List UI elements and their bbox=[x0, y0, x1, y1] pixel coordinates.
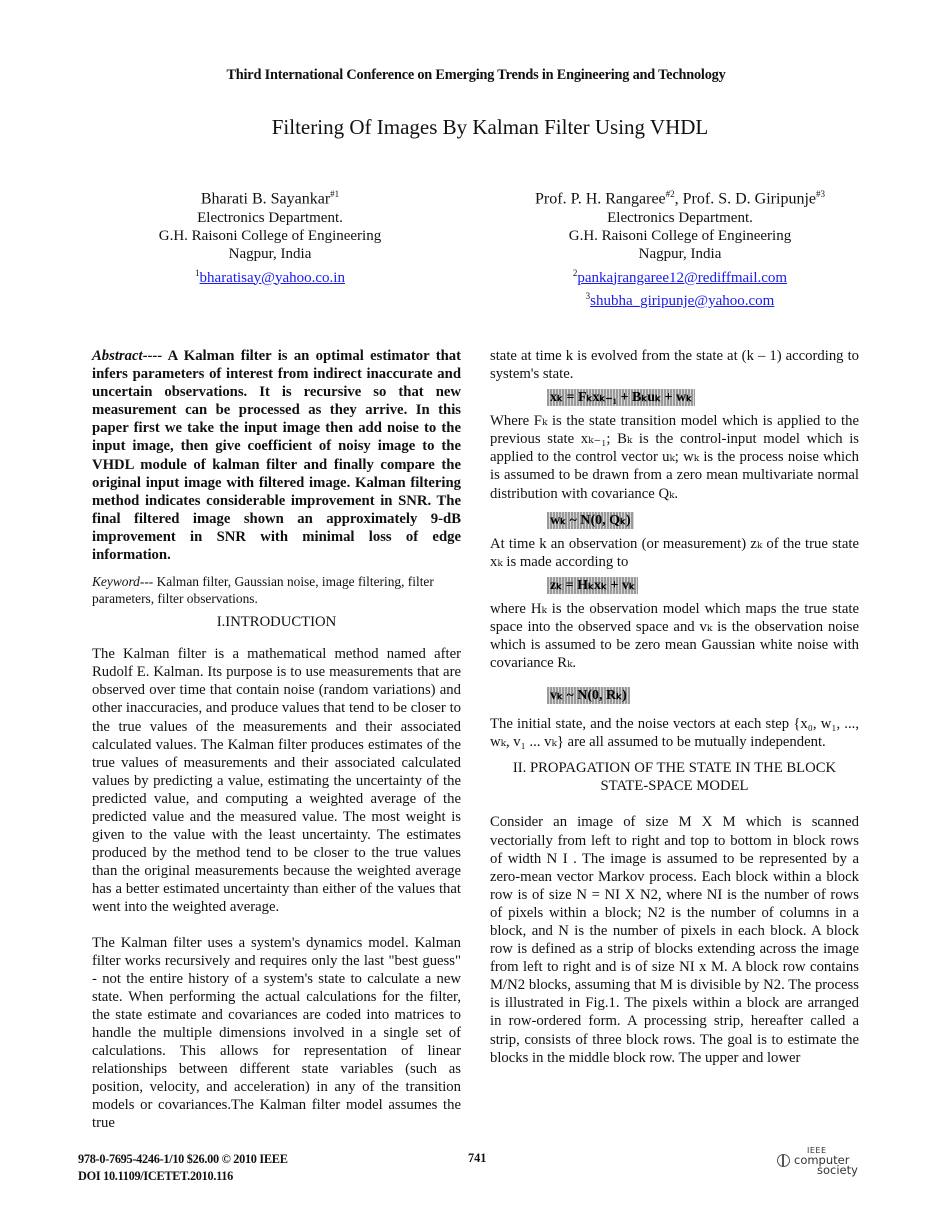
page-number: 741 bbox=[468, 1151, 487, 1165]
left-column bbox=[92, 347, 461, 1133]
equation-observation-noise: vₖ ~ N(0, Rₖ) bbox=[547, 687, 630, 704]
author-email: $^1$bharatisay@yahoo.co.in bbox=[195, 267, 345, 286]
email-link[interactable]: bharatisay@yahoo.co.in bbox=[199, 269, 345, 286]
right-paragraph-4: where Hₖ is the observation model which maps the true state space into the observed space and vₖ is the observation noise which is assumed to be zero mean Gaussian white noise with covariance Rₖ. bbox=[490, 600, 859, 672]
abstract-text: A Kalman filter is an optimal estimator that infers parameters of interest from indirect inaccurate and uncertain observations. It is recursive so that new measurement can be processed as they arrive. In this paper first we take the input image then add noise to the input image, then give coefficient of noisy image to the VHDL module of kalman filter and finally compare the original input image with filtered image. Kalman filtering method indicates considerable improvement in SNR. The final filtered image shown an approximately 9-dB improvement in SNR with minimal loss of edge information. bbox=[92, 348, 461, 564]
intro-paragraph-1: The Kalman filter is a mathematical method named after Rudolf E. Kalman. Its purpose is to use measurements that are observed over time that contain noise (random variations) and other inaccuracies, and produce values that tend to be closer to the true values of the measurements and their associated calculated values. The Kalman filter produces estimates of the true values of measurements and their associated calculated values by predicting a value, estimating the uncertainty of the predicted value, and computing a weighted average of the predicted value and the measured value. The most weight is given to the value with the least uncertainty. The estimates produced by the method tend to be closer to the true values than the original measurements because the weighted average has a better estimated uncertainty than either of the values that went into the weighted average. bbox=[92, 646, 461, 916]
author-name: Bharati B. Sayankar$^{\#1}$ bbox=[200, 189, 340, 208]
ieee-computer-society-logo: IEEE computer society bbox=[777, 1146, 877, 1178]
equation-observation: zₖ = Hₖxₖ + vₖ bbox=[547, 577, 638, 594]
email-link[interactable]: shubha_giripunje@yahoo.com bbox=[590, 292, 775, 309]
right-column bbox=[490, 347, 859, 1067]
isbn-line: 978-0-7695-4246-1/10 $26.00 © 2010 IEEE bbox=[78, 1152, 288, 1166]
author-location: Nagpur, India bbox=[228, 246, 312, 263]
intro-paragraph-2: The Kalman filter uses a system's dynamics model. Kalman filter works recursively and requires only the last "best guess" - not the entire history of a system's state to calculate a new state. When performing the actual calculations for the filter, the state estimate and covariances are coded into matrices to handle the multiple dimensions involved in a single set of calculations. This allows for representation of linear relationships between different state variables (such as position, velocity, and acceleration) in any of the transition models or covariances.The Kalman filter model assumes the true bbox=[92, 934, 461, 1132]
author-email: $^2$pankajrangaree12@rediffmail.com bbox=[572, 267, 788, 286]
conference-header: Third International Conference on Emerging Trends in Engineering and Technology bbox=[226, 67, 726, 83]
abstract: Abstract---- A Kalman filter is an optimal estimator that infers parameters of interest from indirect inaccurate and uncertain observations. It is recursive so that new measurement can be processed as they arrive. In this paper first we take the input image then add noise to the input image, then give coefficient of noisy image to the VHDL module of kalman filter and finally compare the original input image with filtered image. Kalman filtering method indicates considerable improvement in SNR. The final filtered image shown an approximately 9-dB improvement in SNR with minimal loss of edge information. bbox=[92, 348, 461, 564]
author-dept: Electronics Department. bbox=[607, 209, 753, 226]
section-heading-introduction: I.INTRODUCTION bbox=[216, 614, 337, 631]
author-dept: Electronics Department. bbox=[197, 209, 343, 226]
paper-title: Filtering Of Images By Kalman Filter Using VHDL bbox=[271, 115, 709, 139]
equation-state-model: xₖ = Fₖxₖ₋₁ + Bₖuₖ + wₖ bbox=[547, 389, 695, 406]
author-block-1 bbox=[120, 185, 420, 287]
author-names: Prof. P. H. Rangaree$^{\#2}$, Prof. S. D. Giripunje$^{\#3}$ bbox=[535, 189, 825, 208]
keywords: Keyword--- Kalman filter, Gaussian noise, image filtering, filter parameters, filter observations. bbox=[92, 574, 434, 606]
equation-process-noise: wₖ ~ N(0, Qₖ) bbox=[547, 512, 634, 529]
author-email: $^3$shubha_giripunje@yahoo.com bbox=[585, 290, 775, 309]
right-paragraph-2: Where Fₖ is the state transition model which is applied to the previous state xₖ₋₁; Bₖ is the control-input model which is applied to the control vector uₖ; wₖ is the process noise which is assumed to be drawn from a zero mean multivariate normal distribution with covariance Qₖ. bbox=[490, 413, 859, 502]
author-block-2 bbox=[500, 185, 860, 310]
doi-line: DOI 10.1109/ICETET.2010.116 bbox=[78, 1168, 233, 1183]
author-college: G.H. Raisoni College of Engineering bbox=[568, 227, 792, 244]
author-location: Nagpur, India bbox=[638, 246, 722, 263]
right-paragraph-3: At time k an observation (or measurement) zₖ of the true state xₖ is made according to bbox=[490, 535, 859, 570]
right-paragraph-1: state at time k is evolved from the state at (k – 1) according to system's state. bbox=[490, 348, 859, 383]
globe-icon bbox=[777, 1154, 790, 1167]
footer-citation bbox=[78, 1151, 288, 1184]
section-heading-propagation: II. PROPAGATION OF THE STATE IN THE BLOCK STATE-SPACE MODEL bbox=[512, 760, 837, 795]
right-paragraph-5: The initial state, and the noise vectors at each step {x₀, w₁, ..., wₖ, v₁ ... vₖ} are all assumed to be mutually independent. bbox=[490, 716, 859, 751]
email-link[interactable]: pankajrangaree12@rediffmail.com bbox=[577, 269, 788, 286]
section2-paragraph-1: Consider an image of size M X M which is scanned vectorially from left to right and top to bottom in block rows of width N I . The image is assumed to be represented by a zero-mean vector Markov process. Each block within a block row is of size N = NI X N2, where NI is the number of rows of pixels within a block; N2 is the number of columns in a block, and N is the number of pixels in each block. A block row is defined as a strip of blocks extending across the image from left to right and is of size NI x M. A block row contains M/N2 blocks, assuming that M is divisible by N2. The process is illustrated in Fig.1. The pixels within a block are arranged in row-ordered form. A processing strip, hereafter called a strip, consists of three block rows. The goal is to estimate the blocks in the middle block row. The upper and lower bbox=[490, 814, 859, 1066]
author-college: G.H. Raisoni College of Engineering bbox=[158, 227, 382, 244]
